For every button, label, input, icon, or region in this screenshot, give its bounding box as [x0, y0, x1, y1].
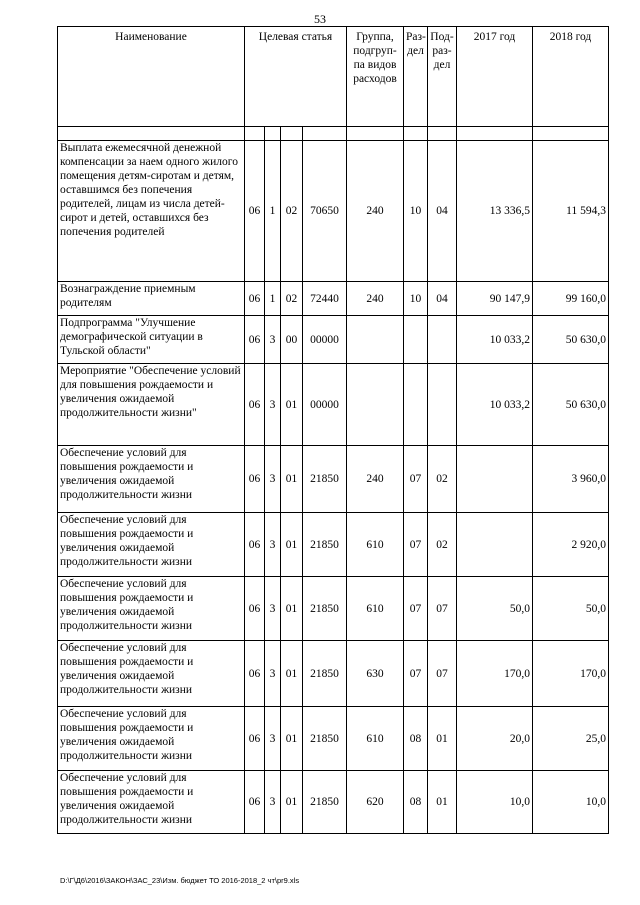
target-activity-code: 01	[281, 641, 303, 707]
row-name: Обеспечение условий для повышения рождаемости и увеличения ожидаемой продолжительности жизни	[58, 641, 245, 707]
header-year-2018: 2018 год	[533, 27, 609, 127]
target-program-code: 06	[245, 771, 265, 834]
subsection-code	[428, 316, 457, 364]
target-activity-code: 01	[281, 513, 303, 577]
target-direction-code: 21850	[303, 707, 347, 771]
expense-group-code: 610	[347, 707, 404, 771]
target-direction-code: 72440	[303, 282, 347, 316]
header-subsection: Под-раз-дел	[428, 27, 457, 127]
target-program-code: 06	[245, 364, 265, 446]
row-name: Вознаграждение приемным родителям	[58, 282, 245, 316]
header-year-2017: 2017 год	[457, 27, 533, 127]
target-direction-code: 00000	[303, 316, 347, 364]
amount-2018: 2 920,0	[533, 513, 609, 577]
amount-2018: 10,0	[533, 771, 609, 834]
row-name: Подпрограмма "Улучшение демографической ситуации в Тульской области"	[58, 316, 245, 364]
subsection-code	[428, 364, 457, 446]
row-name: Обеспечение условий для повышения рождаемости и увеличения ожидаемой продолжительности жизни	[58, 771, 245, 834]
row-name: Обеспечение условий для повышения рождаемости и увеличения ожидаемой продолжительности жизни	[58, 513, 245, 577]
table-header-row	[58, 27, 609, 127]
amount-2018: 3 960,0	[533, 446, 609, 513]
amount-2017: 50,0	[457, 577, 533, 641]
row-name: Мероприятие "Обеспечение условий для повышения рождаемости и увеличения ожидаемой продолжительности жизни"	[58, 364, 245, 446]
expense-group-code: 630	[347, 641, 404, 707]
header-section: Раз-дел	[404, 27, 428, 127]
subsection-code: 02	[428, 513, 457, 577]
target-subprogram-code: 3	[265, 577, 281, 641]
row-name: Выплата ежемесячной денежной компенсации за наем одного жилого помещения детям-сиротам и детям, оставшимся без попечения родителей, лицам из числа детей-сирот и детей, оставшихся без попечения родителей	[58, 141, 245, 282]
target-program-code: 06	[245, 577, 265, 641]
target-subprogram-code: 3	[265, 364, 281, 446]
section-code: 08	[404, 771, 428, 834]
table-row	[58, 707, 609, 771]
amount-2017: 10,0	[457, 771, 533, 834]
amount-2017: 20,0	[457, 707, 533, 771]
target-subprogram-code: 1	[265, 282, 281, 316]
target-subprogram-code: 3	[265, 446, 281, 513]
target-activity-code: 01	[281, 707, 303, 771]
target-subprogram-code: 1	[265, 141, 281, 282]
table-row	[58, 641, 609, 707]
target-direction-code: 21850	[303, 577, 347, 641]
amount-2018: 25,0	[533, 707, 609, 771]
expense-group-code	[347, 316, 404, 364]
section-code: 08	[404, 707, 428, 771]
header-name: Наименование	[58, 27, 245, 127]
amount-2017: 10 033,2	[457, 316, 533, 364]
target-direction-code: 70650	[303, 141, 347, 282]
subsection-code: 07	[428, 641, 457, 707]
footer-file-path: D:\Г\Д6\2016\ЗАКОН\ЗАС_23\Изм. бюджет ТО 2016-2018_2 чт\pr9.xls	[60, 876, 300, 885]
target-subprogram-code: 3	[265, 316, 281, 364]
expense-group-code: 620	[347, 771, 404, 834]
table-row	[58, 364, 609, 446]
subsection-code: 04	[428, 282, 457, 316]
section-code: 07	[404, 641, 428, 707]
amount-2018: 50,0	[533, 577, 609, 641]
section-code: 10	[404, 282, 428, 316]
expense-group-code: 240	[347, 282, 404, 316]
target-program-code: 06	[245, 641, 265, 707]
budget-table	[57, 26, 609, 834]
table-row	[58, 141, 609, 282]
amount-2017	[457, 446, 533, 513]
amount-2018: 99 160,0	[533, 282, 609, 316]
expense-group-code: 610	[347, 577, 404, 641]
target-program-code: 06	[245, 707, 265, 771]
expense-group-code: 610	[347, 513, 404, 577]
target-activity-code: 01	[281, 771, 303, 834]
amount-2018: 170,0	[533, 641, 609, 707]
target-program-code: 06	[245, 141, 265, 282]
section-code: 07	[404, 446, 428, 513]
target-direction-code: 21850	[303, 771, 347, 834]
row-name: Обеспечение условий для повышения рождаемости и увеличения ожидаемой продолжительности жизни	[58, 577, 245, 641]
table-row	[58, 513, 609, 577]
subsection-code: 01	[428, 707, 457, 771]
target-activity-code: 02	[281, 141, 303, 282]
subsection-code: 02	[428, 446, 457, 513]
target-activity-code: 00	[281, 316, 303, 364]
subsection-code: 07	[428, 577, 457, 641]
amount-2017: 10 033,2	[457, 364, 533, 446]
amount-2018: 11 594,3	[533, 141, 609, 282]
target-activity-code: 01	[281, 577, 303, 641]
target-program-code: 06	[245, 513, 265, 577]
subsection-code: 01	[428, 771, 457, 834]
target-subprogram-code: 3	[265, 771, 281, 834]
table-row	[58, 577, 609, 641]
target-direction-code: 21850	[303, 641, 347, 707]
target-program-code: 06	[245, 316, 265, 364]
target-direction-code: 00000	[303, 364, 347, 446]
table-row	[58, 316, 609, 364]
header-spacer-row	[58, 127, 609, 141]
target-direction-code: 21850	[303, 513, 347, 577]
section-code	[404, 316, 428, 364]
amount-2018: 50 630,0	[533, 364, 609, 446]
section-code: 07	[404, 513, 428, 577]
table-row	[58, 282, 609, 316]
header-target-article: Целевая статья	[245, 27, 347, 127]
target-activity-code: 01	[281, 364, 303, 446]
section-code: 07	[404, 577, 428, 641]
amount-2018: 50 630,0	[533, 316, 609, 364]
row-name: Обеспечение условий для повышения рождаемости и увеличения ожидаемой продолжительности жизни	[58, 446, 245, 513]
page-number: 53	[314, 12, 326, 26]
amount-2017	[457, 513, 533, 577]
subsection-code: 04	[428, 141, 457, 282]
expense-group-code: 240	[347, 141, 404, 282]
amount-2017: 13 336,5	[457, 141, 533, 282]
table-row	[58, 446, 609, 513]
row-name: Обеспечение условий для повышения рождаемости и увеличения ожидаемой продолжительности жизни	[58, 707, 245, 771]
target-program-code: 06	[245, 446, 265, 513]
section-code	[404, 364, 428, 446]
target-subprogram-code: 3	[265, 641, 281, 707]
header-expense-group: Группа, подгруп-па видов расходов	[347, 27, 404, 127]
target-subprogram-code: 3	[265, 513, 281, 577]
target-program-code: 06	[245, 282, 265, 316]
target-activity-code: 02	[281, 282, 303, 316]
target-subprogram-code: 3	[265, 707, 281, 771]
amount-2017: 170,0	[457, 641, 533, 707]
target-activity-code: 01	[281, 446, 303, 513]
amount-2017: 90 147,9	[457, 282, 533, 316]
expense-group-code: 240	[347, 446, 404, 513]
expense-group-code	[347, 364, 404, 446]
table-row	[58, 771, 609, 834]
section-code: 10	[404, 141, 428, 282]
target-direction-code: 21850	[303, 446, 347, 513]
